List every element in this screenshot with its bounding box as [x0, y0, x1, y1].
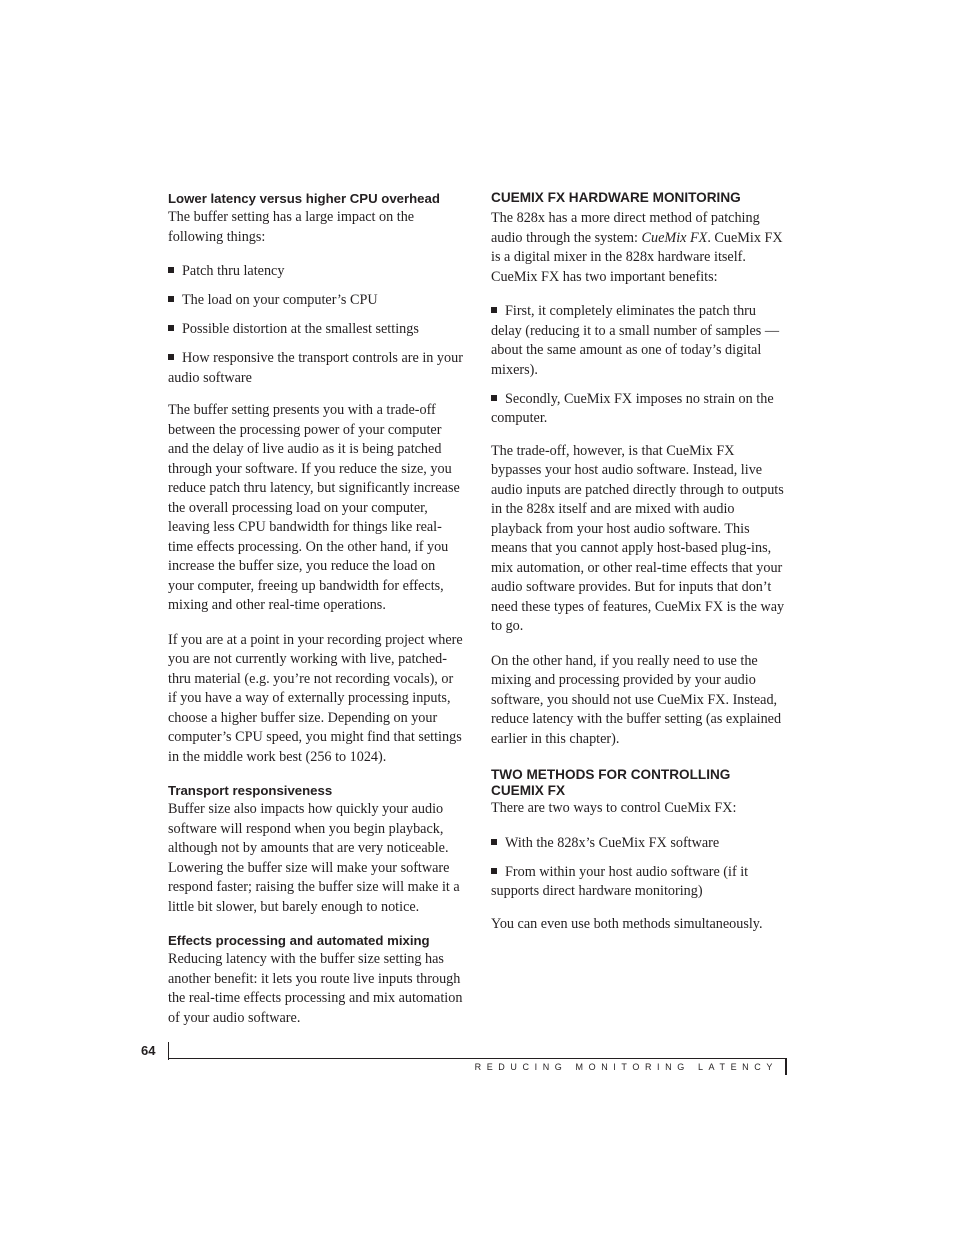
right-column	[491, 190, 787, 934]
body-paragraph: Reducing latency with the buffer size setting has another benefit: it lets you route live inputs through the real-time effects processing and mix automation of your audio software.	[168, 951, 463, 1026]
footer-right-rule	[785, 1058, 787, 1075]
bullet-square-icon	[491, 307, 497, 313]
intro-paragraph: The 828x has a more direct method of patching audio through the system: CueMix FX. CueMix FX is a digital mixer in the 828x hardware itself. CueMix FX has two important benefits:	[491, 210, 783, 285]
body-paragraph: The trade-off, however, is that CueMix FX bypasses your host audio software. Instead, live audio inputs are patched directly through to outputs in the 828x itself and are mixed with audio playback from your host audio software. This means that you cannot apply host-based plug-ins, mix automation, or other real-time effects that your audio software provides. But for inputs that don’t need these types of features, CueMix FX is the way to go.	[491, 442, 785, 634]
list-item: Secondly, CueMix FX imposes no strain on the computer.	[491, 390, 774, 426]
buffer-impact-list	[168, 262, 464, 388]
list-item: Patch thru latency	[168, 262, 464, 282]
list-item: From within your host audio software (if it supports direct hardware monitoring)	[491, 863, 749, 899]
cuemix-emphasis: CueMix FX	[641, 229, 708, 246]
bullet-square-icon	[491, 395, 497, 401]
page-number: 64	[141, 1043, 156, 1058]
bullet-square-icon	[168, 325, 174, 331]
benefits-list	[491, 302, 787, 429]
section-heading-latency: Lower latency versus higher CPU overhead	[168, 191, 440, 206]
section-heading-effects: Effects processing and automated mixing	[168, 933, 430, 948]
section-heading-cuemix: CUEMIX FX HARDWARE MONITORING	[491, 190, 741, 205]
intro-paragraph: The buffer setting has a large impact on the following things:	[168, 209, 415, 245]
bullet-square-icon	[168, 267, 174, 273]
running-footer-title: REDUCING MONITORING LATENCY	[474, 1062, 778, 1072]
body-paragraph: The buffer setting presents you with a trade-off between the processing power of your computer and the delay of live audio as it is being patched through your software. If you reduce the size, you reduce patch thru latency, but significantly increase the overall processing load on your computer, leaving less CPU bandwidth for things like real-time effects processing. On the other hand, if you increase the buffer size, you reduce the load on your computer, freeing up bandwidth for effects, mixing and other real-time operations.	[168, 402, 460, 613]
footer-divider	[168, 1058, 786, 1059]
section-heading-transport: Transport responsiveness	[168, 783, 333, 798]
bullet-square-icon	[491, 868, 497, 874]
list-item: Possible distortion at the smallest settings	[168, 320, 464, 340]
section-heading-two-methods: TWO METHODS FOR CONTROLLING CUEMIX FX	[491, 767, 731, 798]
list-item: How responsive the transport controls are in your audio software	[168, 350, 463, 386]
bullet-square-icon	[491, 839, 497, 845]
list-item: The load on your computer’s CPU	[168, 291, 464, 311]
list-item: First, it completely eliminates the patch thru delay (reducing it to a small number of samples — about the same amount as one of today’s digital mixers).	[491, 303, 780, 378]
bullet-square-icon	[168, 296, 174, 302]
body-paragraph: On the other hand, if you really need to use the mixing and processing provided by your audio software, you should not use CueMix FX. Instead, reduce latency with the buffer setting (as explained earlier in this chapter).	[491, 652, 782, 747]
intro-paragraph: There are two ways to control CueMix FX:	[491, 800, 737, 816]
bullet-square-icon	[168, 354, 174, 360]
body-paragraph: You can even use both methods simultaneously.	[491, 915, 763, 932]
list-item: With the 828x’s CueMix FX software	[491, 834, 787, 854]
left-column	[168, 190, 464, 1028]
body-paragraph: If you are at a point in your recording project where you are not currently working with live, patched-thru material (e.g. you’re not recording vocals), or if you have a way of externally processing inputs, choose a higher buffer size. Depending on your computer’s CPU speed, you might find that settings in the middle work best (256 to 1024).	[168, 631, 463, 765]
body-paragraph: Buffer size also impacts how quickly your audio software will respond when you begin playback, although not by amounts that are very noticeable. Lowering the buffer size will make your software respond faster; raising the buffer size will make it a little bit slower, but barely enough to notice.	[168, 801, 460, 915]
methods-list	[491, 834, 787, 902]
